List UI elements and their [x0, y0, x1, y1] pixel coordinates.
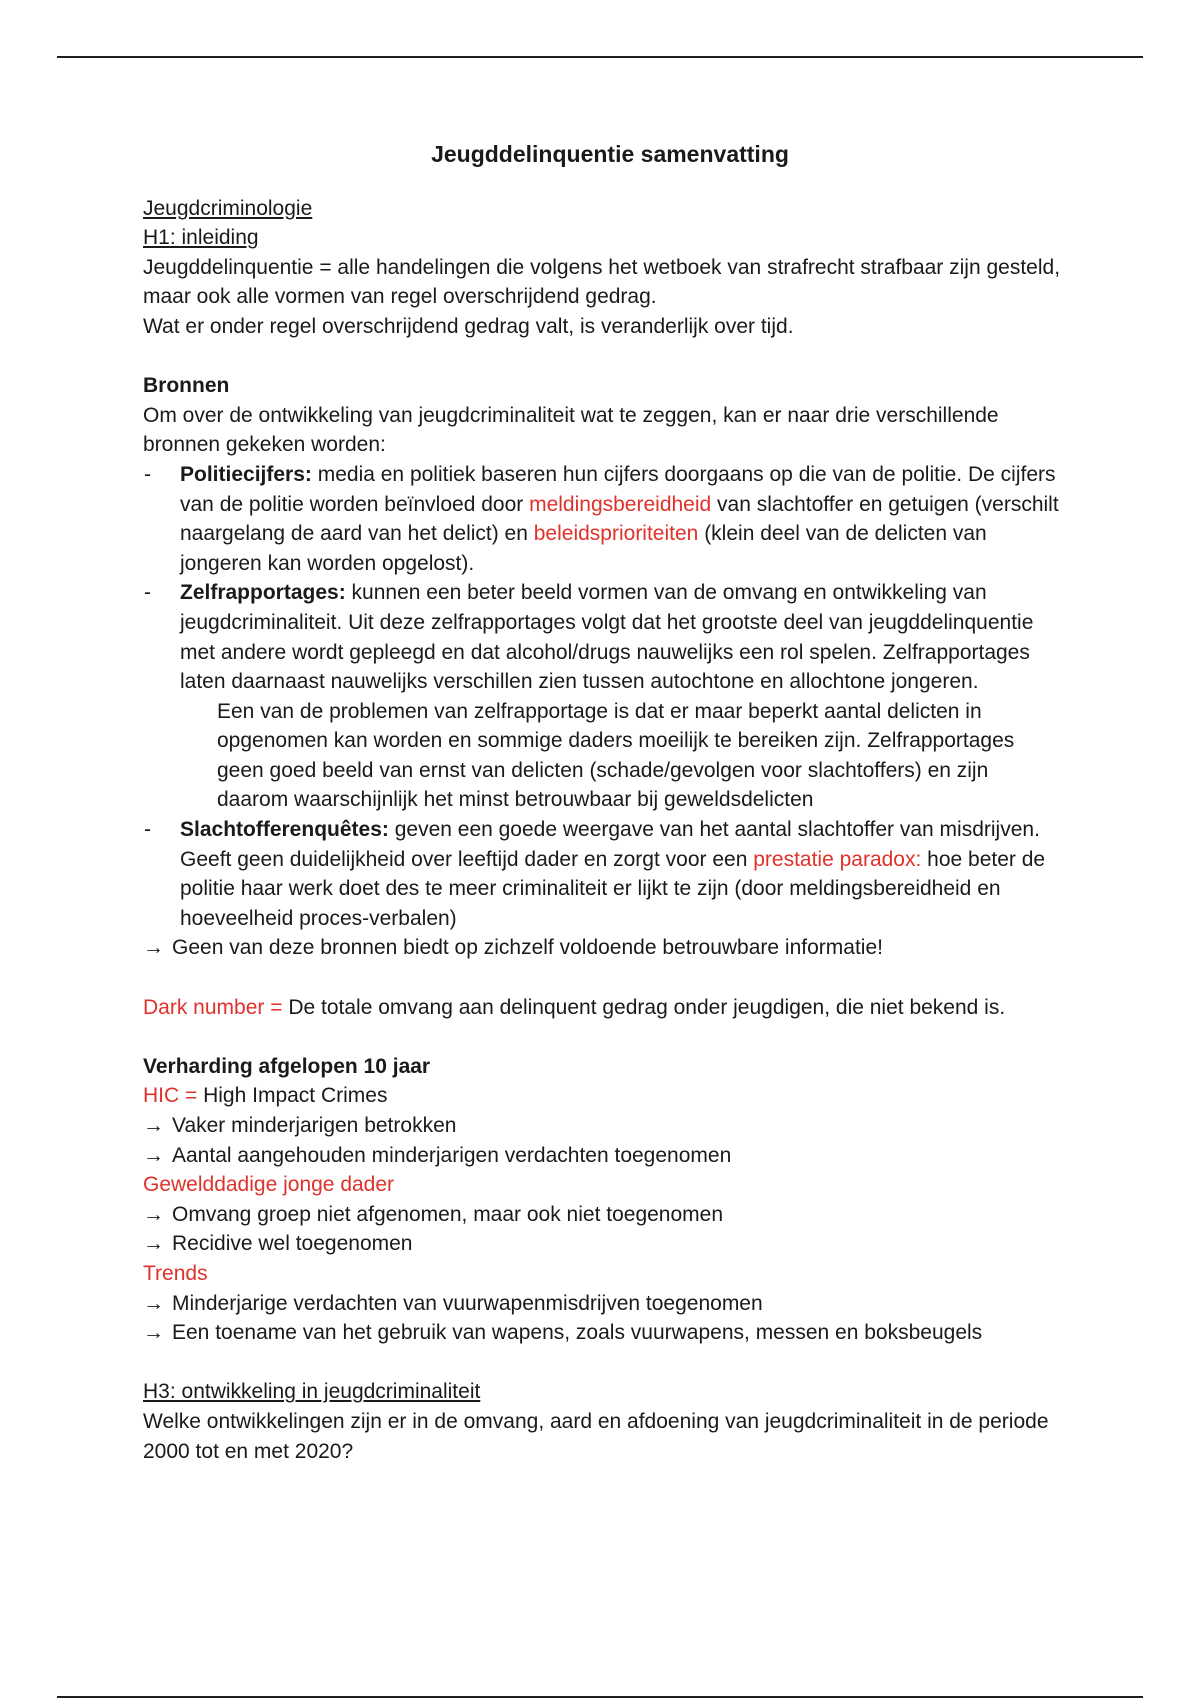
bronnen-intro: Om over de ontwikkeling van jeugdcriminaliteit wat te zeggen, kan er naar drie verschillende bronnen gekeken worden:: [143, 403, 999, 457]
politie-text-1: media en politiek baseren hun cijfers doorgaans op die van de politie. De cijfers van de politie worden beïnvloed door: [180, 462, 1056, 516]
bronnen-heading: Bronnen: [143, 374, 230, 398]
zelf-text: kunnen een beter beeld vormen van de omvang en ontwikkeling van jeugdcriminaliteit. Uit deze zelfrapportages volgt dat het grootste deel van jeugddelinquentie met andere wordt gepleegd en dat alcohol/drugs nauwelijks een rol spelen. Zelfrapportages laten daarnaast nauwelijks verschillen zien tussen autochtone en allochtone jongeren.: [180, 581, 1034, 694]
list-item: [143, 1318, 1063, 1348]
slacht-text-1: geven een goede weergave van het aantal slachtoffer van misdrijven. Geeft geen duidelijkheid over leeftijd dader en zorgt voor een: [180, 818, 1040, 871]
arrow-icon: →: [143, 1202, 164, 1226]
dash-marker: -: [144, 462, 151, 486]
point-text: Aantal aangehouden minderjarigen verdachten toegenomen: [172, 1143, 732, 1167]
geweld-term: Gewelddadige jonge dader: [143, 1173, 395, 1197]
arrow-icon: →: [143, 936, 164, 960]
bottom-rule: [57, 1696, 1143, 1698]
hic-line: [143, 1081, 1063, 1111]
document-title: Jeugddelinquentie samenvatting: [431, 141, 789, 167]
subject-heading: Jeugdcriminologie: [143, 196, 313, 220]
trends-term: Trends: [143, 1261, 208, 1285]
dark-number-term: Dark number =: [143, 995, 283, 1019]
politie-label: Politiecijfers:: [180, 462, 312, 486]
arrow-icon: →: [143, 1143, 164, 1167]
h3-heading: H3: ontwikkeling in jeugdcriminaliteit: [143, 1380, 481, 1404]
list-item: [143, 1289, 1063, 1319]
dark-number-text: De totale omvang aan delinquent gedrag onder jeugdigen, die niet bekend is.: [282, 995, 1006, 1019]
h1-heading: H1: inleiding: [143, 226, 259, 250]
arrow-icon: →: [143, 1232, 164, 1256]
list-item: [143, 1200, 1063, 1230]
document-body: [143, 140, 1063, 1466]
slacht-label: Slachtofferenquêtes:: [180, 818, 389, 842]
hic-text: High Impact Crimes: [197, 1084, 388, 1108]
zelf-problem: Een van de problemen van zelfrapportage is dat er maar beperkt aantal delicten in opgenomen kan worden en sommige daders moeilijk te bereiken zijn. Zelfrapportages geen goed beeld van ernst van delicten (schade/gevolgen voor slachtoffers) en zijn daarom waarschijnlijk het minst betrouwbaar bij geweldsdelicten: [217, 699, 1015, 812]
dash-marker: -: [144, 581, 151, 605]
beleidsprioriteiten-term: beleidsprioriteiten: [533, 522, 699, 546]
politie-text-3: (klein deel van de delicten van jongeren kan worden opgelost).: [180, 522, 987, 575]
list-item: [143, 1229, 1063, 1259]
point-text: Een toename van het gebruik van wapens, zoals vuurwapens, messen en boksbeugels: [172, 1321, 983, 1345]
h1-definition: Jeugddelinquentie = alle handelingen die volgens het wetboek van strafrecht strafbaar zijn gesteld, maar ook alle vormen van regel overschrijdend gedrag.: [143, 255, 1061, 309]
meldingsbereidheid-term: meldingsbereidheid: [529, 492, 712, 516]
dash-marker: -: [144, 818, 151, 842]
point-text: Recidive wel toegenomen: [172, 1232, 413, 1256]
list-item: [143, 1111, 1063, 1141]
list-item: [143, 1141, 1063, 1171]
arrow-icon: →: [143, 1321, 164, 1345]
top-rule: [57, 56, 1143, 58]
point-text: Vaker minderjarigen betrokken: [172, 1114, 457, 1137]
bullet-zelfrapportages: [143, 578, 1063, 696]
dark-number-line: [143, 993, 1063, 1023]
arrow-icon: →: [143, 1291, 164, 1315]
zelf-label: Zelfrapportages:: [180, 581, 346, 605]
bullet-slachtofferenquetes: [143, 815, 1063, 933]
point-text: Minderjarige verdachten van vuurwapenmisdrijven toegenomen: [172, 1291, 763, 1315]
h3-question: Welke ontwikkelingen zijn er in de omvang, aard en afdoening van jeugdcriminaliteit in de periode 2000 tot en met 2020?: [143, 1409, 1049, 1463]
verharding-heading: Verharding afgelopen 10 jaar: [143, 1054, 431, 1078]
h1-change: Wat er onder regel overschrijdend gedrag valt, is veranderlijk over tijd.: [143, 314, 794, 338]
slacht-text-2: hoe beter de politie haar werk doet des te meer criminaliteit er lijkt te zijn (door meldingsbereidheid en hoeveelheid proces-verbalen): [180, 847, 1046, 930]
bullet-politiecijfers: [143, 460, 1063, 578]
prestatie-paradox-term: prestatie paradox:: [753, 847, 922, 871]
arrow-icon: →: [143, 1114, 164, 1137]
politie-text-2: van slachtoffer en getuigen (verschilt naargelang de aard van het delict) en: [180, 492, 1059, 546]
hic-term: HIC =: [143, 1084, 198, 1108]
bronnen-conclusion: [143, 933, 1063, 963]
point-text: Omvang groep niet afgenomen, maar ook niet toegenomen: [172, 1202, 724, 1226]
conclusion-text: Geen van deze bronnen biedt op zichzelf voldoende betrouwbare informatie!: [172, 936, 883, 960]
